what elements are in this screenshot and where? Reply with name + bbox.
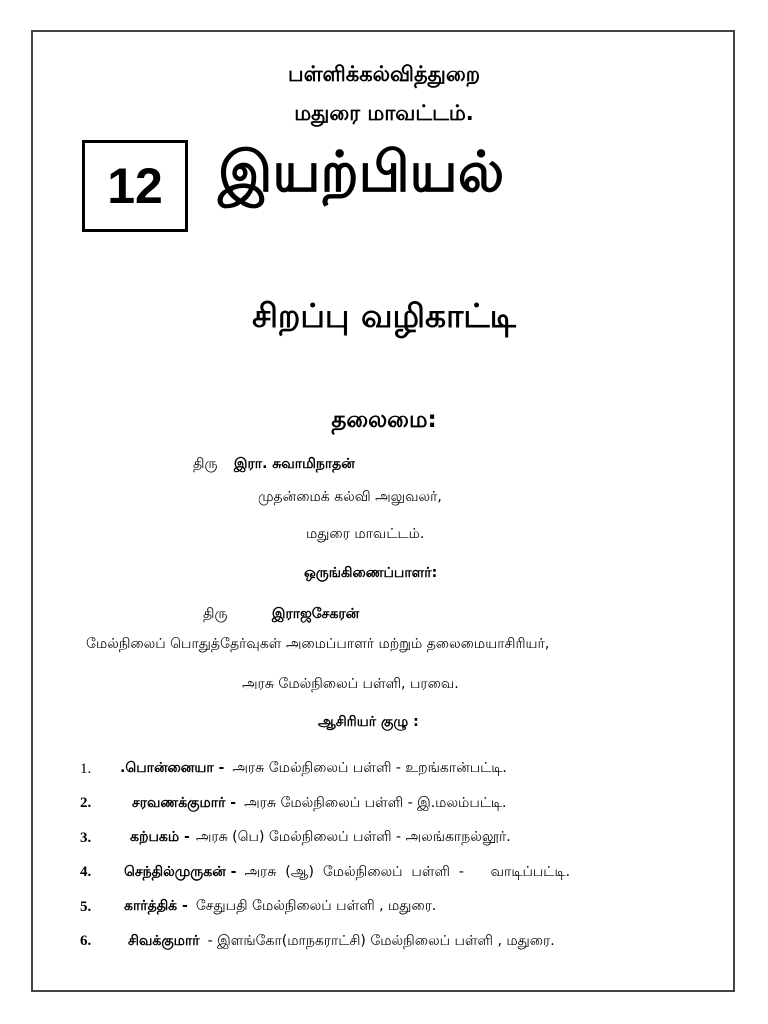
leader-designation: முதன்மைக் கல்வி அலுவலர், [258,489,442,505]
leader-name: இரா. சுவாமிநாதன் [233,456,355,472]
team-heading: ஆசிரியர் குழு : [318,714,419,730]
department-title: பள்ளிக்கல்வித்துறை [287,62,481,86]
member-name: சிவக்குமார் [128,932,200,949]
team-list [80,752,720,959]
leader-honorific: திரு [193,456,218,472]
coordinator-designation: மேல்நிலைப் பொதுத்தேர்வுகள் அமைப்பாளர் மற்றும் தலைமையாசிரியர், [86,636,550,652]
item-number: 3. [80,829,92,846]
coordinator-honorific: திரு [203,606,228,622]
list-item [80,856,720,891]
list-item [80,752,720,787]
member-school: அரசு (பெ) மேல்நிலைப் பள்ளி - அலங்காநல்லூர். [195,829,511,846]
list-item [80,821,720,856]
member-name: சரவணக்குமார் - [132,794,237,811]
coordinator-line [203,606,359,624]
item-number: 6. [80,933,92,950]
leadership-heading: தலைமை: [331,407,437,433]
subject-title: இயற்பியல் [218,140,505,205]
grade-number: 12 [107,158,163,214]
member-school: சேதுபதி மேல்நிலைப் பள்ளி , மதுரை. [195,898,437,915]
item-number: 5. [80,898,92,915]
member-school: அரசு (ஆ) மேல்நிலைப் பள்ளி - வாடிப்பட்டி. [244,863,571,880]
leader-place: மதுரை மாவட்டம். [306,526,425,542]
member-name: செந்தில்முருகன் - [124,863,237,880]
member-name: .பொன்னையா - [120,760,225,777]
grade-box [82,140,188,232]
coordinator-name: இராஜசேகரன் [271,606,360,622]
leader-line [193,456,355,474]
guide-title: சிறப்பு வழிகாட்டி [252,296,516,335]
item-number: 4. [80,864,92,881]
coordinator-school: அரசு மேல்நிலைப் பள்ளி, பரவை. [242,676,459,692]
item-number: 1. [80,760,92,777]
coordinator-heading: ஒருங்கிணைப்பாளர்: [304,565,438,581]
list-item [80,787,720,822]
member-school: - இளங்கோ(மாநகராட்சி) மேல்நிலைப் பள்ளி , மதுரை. [207,932,555,949]
member-name: கார்த்திக் - [124,898,188,915]
list-item [80,925,720,960]
list-item [80,890,720,925]
member-school: அரசு மேல்நிலைப் பள்ளி - உறங்கான்பட்டி. [232,760,507,777]
district-title: மதுரை மாவட்டம். [294,101,474,125]
item-number: 2. [80,795,92,812]
member-name: கற்பகம் - [130,829,190,846]
member-school: அரசு மேல்நிலைப் பள்ளி - இ.மலம்பட்டி. [244,794,507,811]
